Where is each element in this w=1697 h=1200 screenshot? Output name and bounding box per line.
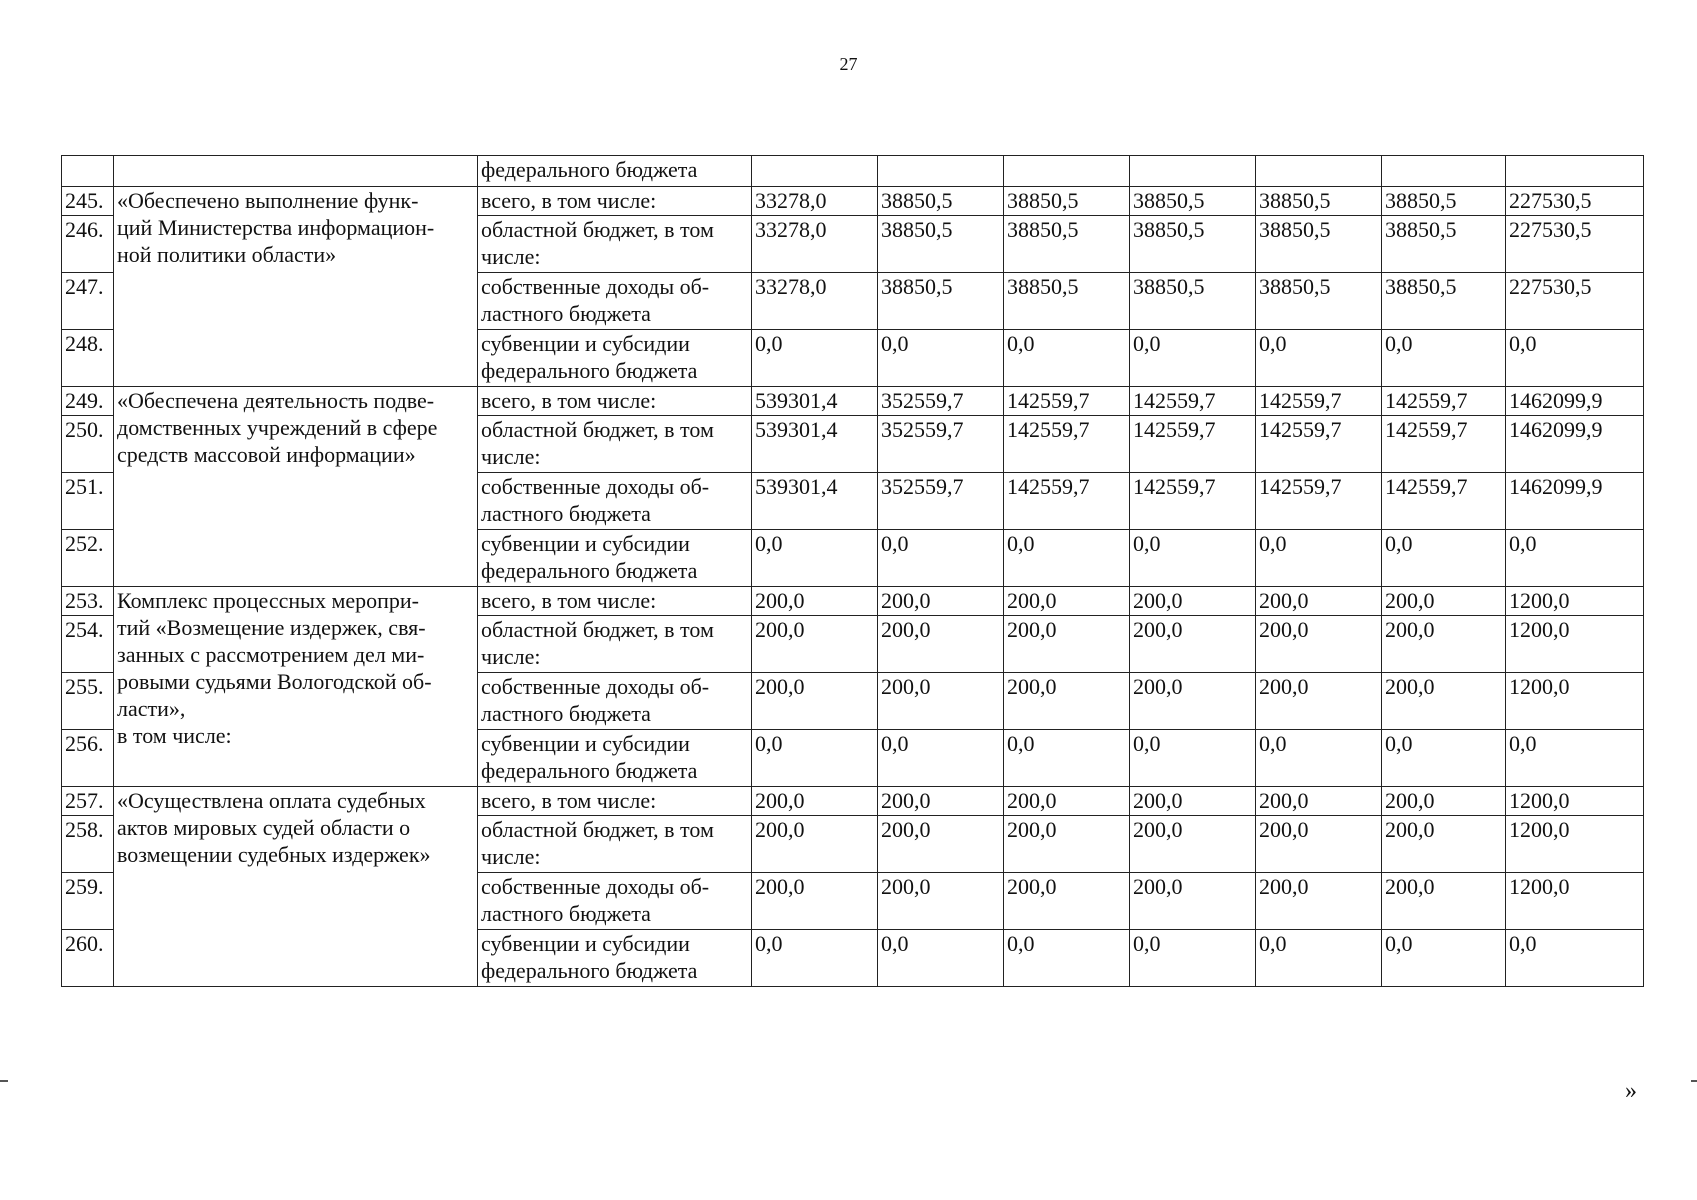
value-cell: 38850,5 xyxy=(1130,187,1256,216)
source-label-cell: собственные доходы об- ластного бюджета xyxy=(478,473,752,530)
source-label-cell: собственные доходы об- ластного бюджета xyxy=(478,873,752,930)
group-title-cell: «Обеспечена деятельность подве- домственных учреждений в сфере средств массовой информации» xyxy=(114,387,478,587)
value-cell: 1200,0 xyxy=(1506,673,1644,730)
value-cell: 0,0 xyxy=(1004,330,1130,387)
value-cell: 38850,5 xyxy=(878,273,1004,330)
source-label-cell: субвенции и субсидии федерального бюджета xyxy=(478,530,752,587)
value-cell: 142559,7 xyxy=(1004,416,1130,473)
source-label-cell: субвенции и субсидии федерального бюджета xyxy=(478,930,752,987)
value-cell: 0,0 xyxy=(752,330,878,387)
row-number-cell: 253. xyxy=(62,587,114,616)
value-cell: 200,0 xyxy=(1382,673,1506,730)
group-title-cell: Комплекс процессных меропри- тий «Возмещение издержек, свя- занных с рассмотрением дел ми- ровыми судьями Вологодской об- ласти», в том числе: xyxy=(114,587,478,787)
table-row xyxy=(62,156,1644,187)
source-label-cell: областной бюджет, в том числе: xyxy=(478,816,752,873)
source-label-cell: всего, в том числе: xyxy=(478,187,752,216)
value-cell xyxy=(1256,156,1382,187)
value-cell: 0,0 xyxy=(878,330,1004,387)
value-cell: 0,0 xyxy=(1130,730,1256,787)
value-cell: 200,0 xyxy=(878,816,1004,873)
source-label-cell: собственные доходы об- ластного бюджета xyxy=(478,673,752,730)
row-number-cell: 245. xyxy=(62,187,114,216)
value-cell: 142559,7 xyxy=(1130,416,1256,473)
value-cell: 1200,0 xyxy=(1506,787,1644,816)
value-cell: 1200,0 xyxy=(1506,587,1644,616)
value-cell: 38850,5 xyxy=(1004,273,1130,330)
value-cell: 38850,5 xyxy=(1256,216,1382,273)
value-cell: 539301,4 xyxy=(752,416,878,473)
value-cell: 38850,5 xyxy=(1130,273,1256,330)
value-cell: 38850,5 xyxy=(1004,187,1130,216)
value-cell: 200,0 xyxy=(752,787,878,816)
margin-tick xyxy=(0,1080,8,1082)
row-number-cell: 252. xyxy=(62,530,114,587)
value-cell: 227530,5 xyxy=(1506,187,1644,216)
group-title-cell: «Обеспечено выполнение функ- ций Министерства информацион- ной политики области» xyxy=(114,187,478,387)
value-cell: 200,0 xyxy=(1382,787,1506,816)
value-cell: 0,0 xyxy=(1130,930,1256,987)
value-cell: 0,0 xyxy=(752,930,878,987)
value-cell xyxy=(1382,156,1506,187)
value-cell: 0,0 xyxy=(1382,730,1506,787)
value-cell: 142559,7 xyxy=(1256,473,1382,530)
value-cell: 142559,7 xyxy=(1382,473,1506,530)
table-row xyxy=(62,187,1644,216)
value-cell: 38850,5 xyxy=(1382,216,1506,273)
value-cell: 0,0 xyxy=(1256,730,1382,787)
value-cell: 0,0 xyxy=(1130,530,1256,587)
table-body xyxy=(62,156,1644,987)
row-number-cell: 256. xyxy=(62,730,114,787)
value-cell: 200,0 xyxy=(1004,787,1130,816)
value-cell: 200,0 xyxy=(1004,873,1130,930)
row-number-cell: 246. xyxy=(62,216,114,273)
value-cell: 33278,0 xyxy=(752,187,878,216)
row-number-cell: 251. xyxy=(62,473,114,530)
value-cell: 200,0 xyxy=(1004,816,1130,873)
value-cell: 0,0 xyxy=(1004,930,1130,987)
value-cell: 200,0 xyxy=(878,873,1004,930)
value-cell: 200,0 xyxy=(1256,673,1382,730)
value-cell: 33278,0 xyxy=(752,273,878,330)
value-cell: 142559,7 xyxy=(1130,387,1256,416)
value-cell: 200,0 xyxy=(878,787,1004,816)
value-cell: 1200,0 xyxy=(1506,873,1644,930)
value-cell: 200,0 xyxy=(1256,616,1382,673)
value-cell: 0,0 xyxy=(878,930,1004,987)
value-cell: 352559,7 xyxy=(878,473,1004,530)
value-cell: 200,0 xyxy=(1130,787,1256,816)
value-cell: 0,0 xyxy=(1130,330,1256,387)
source-label-cell: всего, в том числе: xyxy=(478,587,752,616)
value-cell: 142559,7 xyxy=(1256,416,1382,473)
value-cell: 0,0 xyxy=(1506,530,1644,587)
value-cell xyxy=(1506,156,1644,187)
value-cell: 200,0 xyxy=(878,616,1004,673)
value-cell: 1200,0 xyxy=(1506,816,1644,873)
value-cell: 0,0 xyxy=(1382,930,1506,987)
value-cell: 200,0 xyxy=(752,587,878,616)
source-label-cell: областной бюджет, в том числе: xyxy=(478,216,752,273)
source-label-cell: всего, в том числе: xyxy=(478,387,752,416)
row-number-cell: 254. xyxy=(62,616,114,673)
value-cell: 38850,5 xyxy=(1256,273,1382,330)
row-number-cell: 260. xyxy=(62,930,114,987)
value-cell: 200,0 xyxy=(1130,587,1256,616)
table-row xyxy=(62,587,1644,616)
source-label-cell: субвенции и субсидии федерального бюджета xyxy=(478,330,752,387)
end-quote-mark: » xyxy=(1625,1078,1637,1104)
row-number-cell: 248. xyxy=(62,330,114,387)
value-cell: 0,0 xyxy=(1004,730,1130,787)
value-cell: 200,0 xyxy=(1130,873,1256,930)
value-cell: 200,0 xyxy=(1256,816,1382,873)
value-cell: 200,0 xyxy=(1256,587,1382,616)
value-cell: 352559,7 xyxy=(878,416,1004,473)
row-number-cell: 247. xyxy=(62,273,114,330)
table-row xyxy=(62,387,1644,416)
value-cell: 200,0 xyxy=(1004,616,1130,673)
value-cell: 0,0 xyxy=(1256,330,1382,387)
value-cell: 38850,5 xyxy=(1004,216,1130,273)
value-cell: 200,0 xyxy=(752,616,878,673)
table-row xyxy=(62,787,1644,816)
value-cell: 1462099,9 xyxy=(1506,416,1644,473)
value-cell: 33278,0 xyxy=(752,216,878,273)
source-label-cell: собственные доходы об- ластного бюджета xyxy=(478,273,752,330)
value-cell xyxy=(752,156,878,187)
row-number-cell: 250. xyxy=(62,416,114,473)
page-number: 27 xyxy=(839,54,858,74)
source-label-cell: областной бюджет, в том числе: xyxy=(478,616,752,673)
value-cell: 0,0 xyxy=(1256,530,1382,587)
value-cell: 142559,7 xyxy=(1382,416,1506,473)
value-cell: 200,0 xyxy=(1130,673,1256,730)
value-cell: 0,0 xyxy=(878,530,1004,587)
value-cell: 200,0 xyxy=(878,587,1004,616)
value-cell: 539301,4 xyxy=(752,387,878,416)
value-cell: 200,0 xyxy=(1256,873,1382,930)
source-label-cell: областной бюджет, в том числе: xyxy=(478,416,752,473)
row-number-cell: 259. xyxy=(62,873,114,930)
value-cell: 142559,7 xyxy=(1130,473,1256,530)
value-cell: 38850,5 xyxy=(1256,187,1382,216)
row-number-cell: 249. xyxy=(62,387,114,416)
value-cell: 142559,7 xyxy=(1382,387,1506,416)
value-cell: 227530,5 xyxy=(1506,216,1644,273)
value-cell: 200,0 xyxy=(752,673,878,730)
value-cell: 0,0 xyxy=(1382,530,1506,587)
value-cell: 0,0 xyxy=(1506,930,1644,987)
value-cell: 200,0 xyxy=(1130,616,1256,673)
value-cell: 142559,7 xyxy=(1004,473,1130,530)
group-title-cell xyxy=(114,156,478,187)
group-title-cell: «Осуществлена оплата судебных актов мировых судей области о возмещении судебных издержек» xyxy=(114,787,478,987)
value-cell: 200,0 xyxy=(1256,787,1382,816)
value-cell: 227530,5 xyxy=(1506,273,1644,330)
value-cell: 38850,5 xyxy=(878,216,1004,273)
value-cell: 352559,7 xyxy=(878,387,1004,416)
value-cell: 200,0 xyxy=(1382,616,1506,673)
row-number-cell: 257. xyxy=(62,787,114,816)
value-cell xyxy=(1004,156,1130,187)
value-cell: 38850,5 xyxy=(878,187,1004,216)
value-cell: 38850,5 xyxy=(1382,187,1506,216)
value-cell: 0,0 xyxy=(752,530,878,587)
value-cell: 200,0 xyxy=(1130,816,1256,873)
source-label-cell: федерального бюджета xyxy=(478,156,752,187)
value-cell: 200,0 xyxy=(1382,587,1506,616)
margin-tick xyxy=(1691,1080,1697,1082)
value-cell: 0,0 xyxy=(1382,330,1506,387)
value-cell: 200,0 xyxy=(1004,587,1130,616)
value-cell: 142559,7 xyxy=(1256,387,1382,416)
value-cell: 200,0 xyxy=(1004,673,1130,730)
value-cell: 0,0 xyxy=(878,730,1004,787)
value-cell: 200,0 xyxy=(1382,816,1506,873)
value-cell: 1200,0 xyxy=(1506,616,1644,673)
value-cell: 0,0 xyxy=(1256,930,1382,987)
value-cell: 200,0 xyxy=(752,873,878,930)
source-label-cell: всего, в том числе: xyxy=(478,787,752,816)
value-cell: 0,0 xyxy=(1506,730,1644,787)
value-cell: 142559,7 xyxy=(1004,387,1130,416)
value-cell: 0,0 xyxy=(752,730,878,787)
source-label-cell: субвенции и субсидии федерального бюджета xyxy=(478,730,752,787)
value-cell: 200,0 xyxy=(878,673,1004,730)
row-number-cell: 258. xyxy=(62,816,114,873)
value-cell: 0,0 xyxy=(1004,530,1130,587)
value-cell: 200,0 xyxy=(752,816,878,873)
budget-table xyxy=(61,155,1644,987)
row-number-cell: 255. xyxy=(62,673,114,730)
value-cell: 38850,5 xyxy=(1382,273,1506,330)
value-cell: 200,0 xyxy=(1382,873,1506,930)
row-number-cell xyxy=(62,156,114,187)
value-cell xyxy=(1130,156,1256,187)
value-cell xyxy=(878,156,1004,187)
value-cell: 539301,4 xyxy=(752,473,878,530)
value-cell: 38850,5 xyxy=(1130,216,1256,273)
value-cell: 0,0 xyxy=(1506,330,1644,387)
value-cell: 1462099,9 xyxy=(1506,387,1644,416)
value-cell: 1462099,9 xyxy=(1506,473,1644,530)
